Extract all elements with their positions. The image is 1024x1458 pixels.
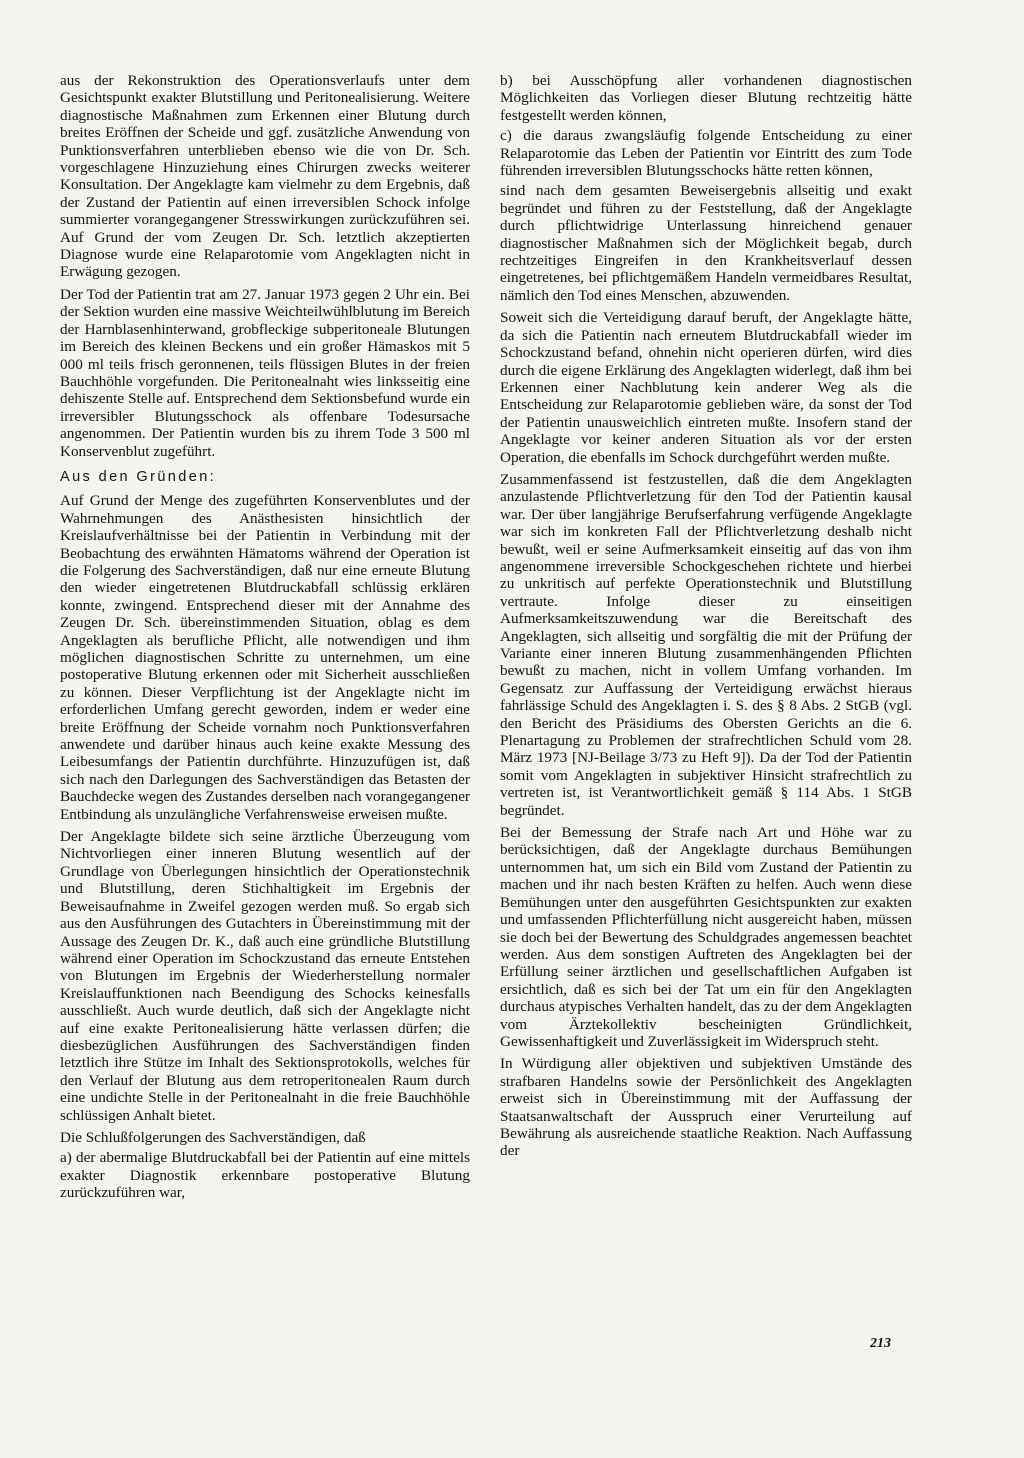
paragraph: Zusammenfassend ist festzustellen, daß die dem Angeklagten anzulastende Pflichtverletzung für den Tod der Patientin kausal war. Der über langjährige Berufserfahrung verfügende Angeklagte war sich im konkreten Fall der Pflichtverletzung deshalb nicht bewußt, weil er seine Aufmerksamkeit einseitig auf das von ihm angenommene irreversible Schockgeschehen richtete und hierbei zu unkritisch auf perfekte Operationstechnik und Blutstillung vertraute. Infolge dieser zu einseitigen Aufmerksamkeitszuwendung war die Bereitschaft des Angeklagten, sich allseitig und sorgfältig die mit der Prüfung der Variante einer inneren Blutung zusammenhängenden Pflichten bewußt zu machen, nicht in vollem Umfang vorhanden. Im Gegensatz zur Auffassung der Verteidigung erwächst hieraus fahrlässige Schuld des Angeklagten i. S. des § 8 Abs. 2 StGB (vgl. den Bericht des Präsidiums des Obersten Gerichts an die 6. Plenartagung zu Problemen der strafrechtlichen Schuld vom 28. März 1973 [NJ-Beilage 3/73 zu Heft 9]). Da der Tod der Patientin somit vom Angeklagten in subjektiver Hinsicht strafrechtlich zu vertreten ist, ist Verantwortlichkeit gemäß § 114 Abs. 1 StGB begründet. [500, 470, 912, 819]
list-item: a) der abermalige Blutdruckabfall bei der Patientin auf eine mittels exakter Diagnostik erkennbare postoperative Blutung zurückzuführen war, [60, 1149, 470, 1202]
paragraph: Bei der Bemessung der Strafe nach Art und Höhe war zu berücksichtigen, daß der Angeklagte durchaus Bemühungen unternommen hat, um sich ein Bild vom Zustand der Patientin zu machen und ihr nach besten Kräften zu helfen. Auch wenn diese Bemühungen unter den ausgeführten Gesichtspunkten zur exakten und umfassenden Pflichterfüllung nicht ausgereicht haben, müssen sie doch bei der Bewertung des Schuldgrades angemessen beachtet werden. Aus dem sonstigen Auftreten des Angeklagten bei der Erfüllung seiner ärztlichen und gesellschaftlichen Aufgaben ist ersichtlich, daß es sich bei der Tat um ein für den Angeklagten durchaus atypisches Verhalten handelt, das zu der dem Angeklagten vom Ärztekollektiv bescheinigten Gründlichkeit, Gewissenhaftigkeit und Zuverlässigkeit im Widerspruch steht. [500, 824, 912, 1050]
paragraph: sind nach dem gesamten Beweisergebnis allseitig und exakt begründet und führen zu der Feststellung, daß der Angeklagte durch pflichtwidrige Unterlassung hinreichend genauer diagnostischer Maßnahmen sich der Möglichkeit begab, durch rechtzeitiges Eingreifen in den Krankheitsverlauf dessen eingetretenes, bei pflichtgemäßem Handeln vermeidbares Resultat, nämlich den Tod eines Menschen, abzuwenden. [500, 182, 912, 304]
paragraph: Der Tod der Patientin trat am 27. Januar 1973 gegen 2 Uhr ein. Bei der Sektion wurden eine massive Weichteilwühlblutung im Bereich der Harnblasenhinterwand, grobfleckige subperitoneale Blutungen im Bereich des kleinen Beckens und ein großer Hämaskos mit 5 000 ml teils frisch geronnenen, teils flüssigen Blutes in der freien Bauchhöhle vorgefunden. Die Peritonealnaht wies linksseitig eine dehiszente Stelle auf. Entsprechend dem Sektionsbefund wurde ein irreversibler Blutungsschock als offenbare Todesursache angenommen. Der Patientin wurden bis zu ihrem Tode 3 500 ml Konservenblut zugeführt. [60, 285, 470, 460]
paragraph: In Würdigung aller objektiven und subjektiven Umstände des strafbaren Handelns sowie der Persönlichkeit des Angeklagten erweist sich in Übereinstimmung mit der Auffassung der Staatsanwaltschaft der Ausspruch einer Verurteilung auf Bewährung als ausreichende staatliche Reaktion. Nach Auffassung der [500, 1055, 912, 1160]
paragraph: aus der Rekonstruktion des Operationsverlaufs unter dem Gesichtspunkt exakter Blutstillung und Peritonealisierung. Weitere diagnostische Maßnahmen zum Erkennen einer Blutung durch breites Eröffnen der Scheide und ggf. zusätzliche Anwendung von Punktionsverfahren unterblieben ebenso wie die von Dr. Sch. vorgeschlagene Hinzuziehung eines Chirurgen zwecks weiterer Konsultation. Der Angeklagte kam vielmehr zu dem Ergebnis, daß der Zustand der Patientin auf einen irreversiblen Schock infolge summierter vorangegangener Stresswirkungen zurückzuführen sei. Auf Grund der vom Zeugen Dr. Sch. letztlich akzeptierten Diagnose wurde eine Relaparotomie vom Angeklagten nicht in Erwägung gezogen. [60, 72, 470, 281]
list-item: b) bei Ausschöpfung aller vorhandenen diagnostischen Möglichkeiten das Vorliegen dieser Blutung rechtzeitig hätte festgestellt werden können, [500, 72, 912, 124]
section-heading: Aus den Gründen: [60, 468, 217, 485]
paragraph: Soweit sich die Verteidigung darauf beruft, der Angeklagte hätte, da sich die Patientin nach erneutem Blutdruckabfall wieder im Schockzustand befand, ohnehin nicht operieren dürfen, wird dies durch die eigene Erklärung des Angeklagten widerlegt, daß ihm bei Erkennen einer Nachblutung kein anderer Weg als die Entscheidung zur Relaparotomie geblieben wäre, da sonst der Tod der Patientin unausweichlich eintreten mußte. Insofern stand der Angeklagte vor keiner anderen Situation als vor der ersten Operation, die ebenfalls im Schock durchgeführt werden mußte. [500, 309, 912, 466]
paragraph: Die Schlußfolgerungen des Sachverständigen, daß [60, 1128, 366, 1146]
list-item: c) die daraus zwangsläufig folgende Entscheidung zu einer Relaparotomie das Leben der Patientin vor Eintritt des zum Tode führenden irreversiblen Blutungsschocks hätte retten können, [500, 127, 912, 180]
left-column [60, 72, 470, 1207]
page-number: 213 [870, 1336, 891, 1351]
paragraph: Der Angeklagte bildete sich seine ärztliche Überzeugung vom Nichtvorliegen einer inneren Blutung wesentlich auf der Grundlage von Überlegungen hinsichtlich der Operationstechnik und Blutstillung, deren Stichhaltigkeit im Ergebnis der Beweisaufnahme in Zweifel gezogen werden muß. So ergab sich aus den Ausführungen des Gutachters in Übereinstimmung mit der Aussage des Zeugen Dr. K., daß auch eine gründliche Blutstillung während einer Operation im Schockzustand das erneute Entstehen von Blutungen im Ergebnis der Wiederherstellung normaler Kreislauffunktionen nach Beendigung des Schocks keinesfalls ausschließt. Auch wurde deutlich, daß sich der Angeklagte nicht auf eine exakte Peritonealisierung hätte verlassen dürfen; die diesbezüglichen Ausführungen des Sachverständigen finden letztlich ihre Stütze im Inhalt des Sektionsprotokolls, welches für den Verlauf der Blutung aus dem retroperitonealen Raum durch eine undichte Stelle in der Peritonealnaht in die freie Bauchhöhle schlüssigen Anhalt bietet. [60, 828, 470, 1124]
right-column [500, 72, 912, 1165]
paragraph: Auf Grund der Menge des zugeführten Konservenblutes und der Wahrnehmungen des Anästhesisten hinsichtlich der Kreislaufverhältnisse bei der Patientin in Verbindung mit der Beobachtung des erwähnten Hämatoms während der Operation ist die Folgerung des Sachverständigen, daß nur eine erneute Blutung den wieder eingetretenen Blutdruckabfall schlüssig erklären konnte, zwingend. Entsprechend dieser mit der Annahme des Zeugen Dr. Sch. übereinstimmenden Situation, oblag es dem Angeklagten als berufliche Pflicht, alle notwendigen und ihm möglichen diagnostischen Schritte zu unternehmen, um eine postoperative Blutung erkennen oder mit Sicherheit ausschließen zu können. Dieser Verpflichtung ist der Angeklagte nicht im erforderlichen Umfang gerecht geworden, indem er weder eine breite Eröffnung der Scheide vornahm noch Punktionsverfahren anwendete und darüber hinaus auch keine exakte Messung des Leibesumfangs der Patientin durchführte. Hinzuzufügen ist, daß sich nach den Darlegungen des Sachverständigen das Betasten der Bauchdecke wegen des Zustandes derselben nach vorangegangener Entbindung als unzulängliche Verfahrensweise erweisen mußte. [60, 492, 470, 823]
